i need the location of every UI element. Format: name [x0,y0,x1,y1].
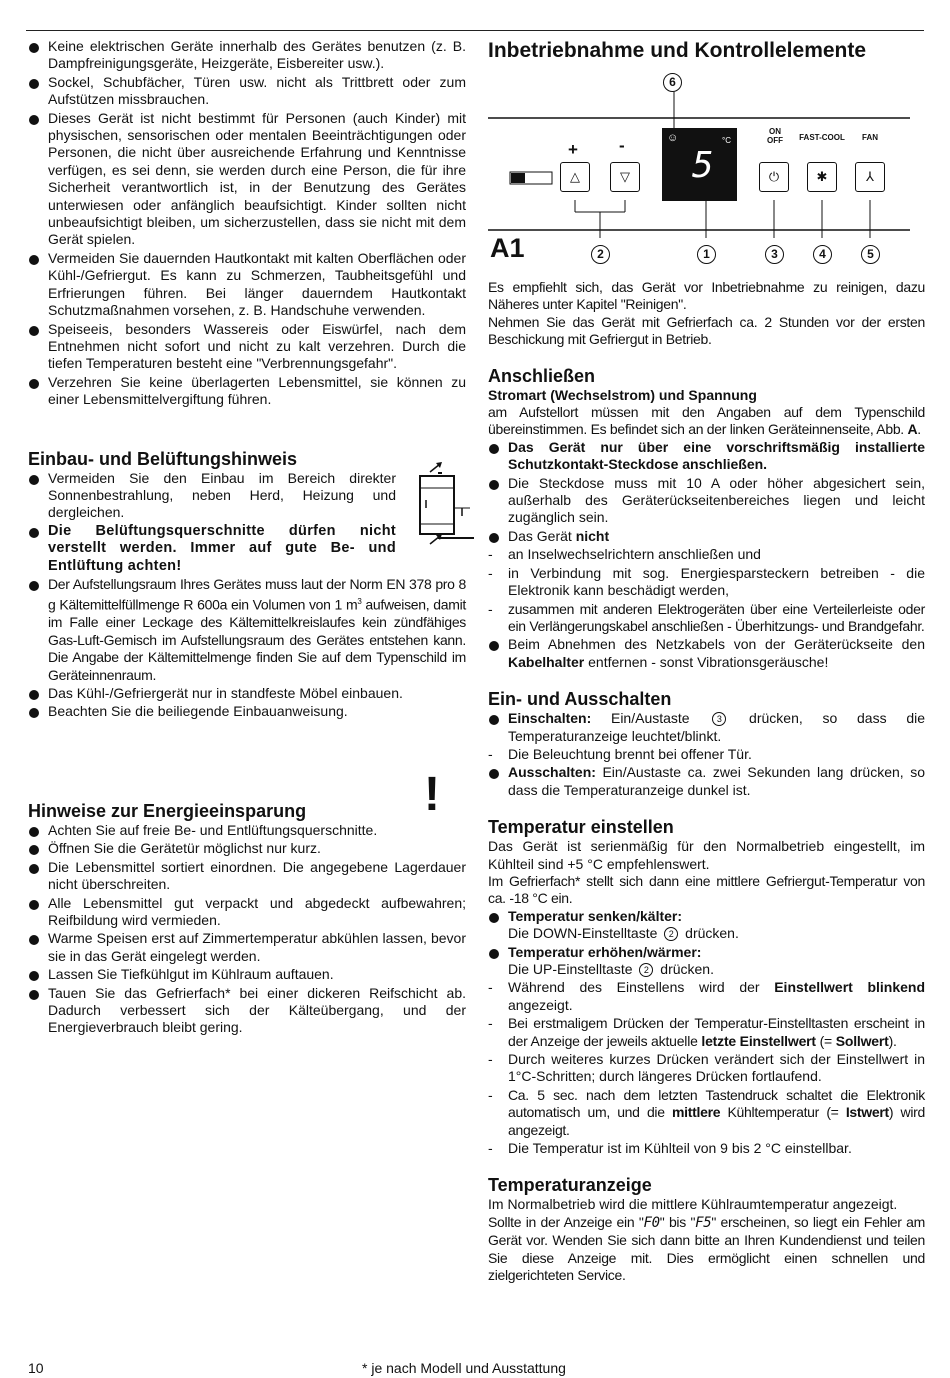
list-item: Das Gerät nicht [488,528,925,545]
power-icon: ⏻ [768,169,780,185]
callout-2: 2 [591,245,610,264]
control-panel-figure [488,70,925,275]
fan-label: FAN [862,133,878,142]
list-item: - Während des Einstellens wird der Einstellwert blinkend angezeigt. [488,979,925,1014]
list-item: Keine elektrischen Geräte innerhalb des Gerätes benutzen (z. B. Dampfreinigungsgeräte, Heizgeräte, Eisbereiter usw.). [28,38,466,73]
list-item: Dieses Gerät ist nicht bestimmt für Personen (auch Kinder) mit physischen, sensorischen oder mentalen Beeinträchtigungen oder Personen, die nicht über ausreichende Erfahrung und Kenntnisse verfügen, es sei denn, sie werden durch eine Person, die für ihre Sicherheit verantwortlich ist, in der Benutzung des Gerätes unterwiesen oder anfänglich beaufsichtigt. Kinder sollten nicht unbeaufsichtigt bleiben, um sicherzustellen, dass sie nicht mit dem Gerät spielen. [28,110,466,249]
power-button[interactable] [759,162,789,192]
snowflake-icon: ✱ [816,169,828,185]
list-item: Sockel, Schubfächer, Türen usw. nicht als Trittbrett oder zum Aufstützen missbrauchen. [28,74,466,109]
triangle-down-icon: ▽ [620,169,630,185]
display-unit: °C [722,136,731,145]
list-item: - Ca. 5 sec. nach dem letzten Tastendruck schaltet die Elektronik automatisch um, und die mittlere Kühltemperatur (= Istwert) wird angezeigt. [488,1087,925,1139]
page-number: 10 [28,1360,44,1376]
intro-text-1: Es empfiehlt sich, das Gerät vor Inbetriebnahme zu reinigen, dazu Näheres unter Kapitel "Reinigen". [488,279,925,313]
anschliessen-heading: Anschließen [488,365,596,386]
top-rule [26,30,924,31]
energie-heading: Hinweise zur Energieeinsparung [28,800,307,821]
fan-icon: ⅄ [866,169,874,185]
list-item: Öffnen Sie die Gerätetür möglichst nur kurz. [28,840,466,857]
right-column [488,38,925,1285]
callout-6: 6 [663,73,682,92]
left-column [28,38,466,1038]
list-item: Achten Sie auf freie Be- und Entlüftungsquerschnitte. [28,822,466,839]
list-item: Einschalten: Ein/Austaste 3 drücken, so dass die Temperaturanzeige leuchtet/blinkt. [488,710,925,745]
callout-5: 5 [861,245,880,264]
fast-cool-button[interactable] [807,162,837,192]
einbau-heading: Einbau- und Belüftungshinweis [28,448,297,469]
list-item: Vermeiden Sie den Einbau im Bereich direkter Sonnenbestrahlung, neben Herd, Heizung und dergleichen. [28,470,396,522]
list-item: Temperatur senken/kälter: Die DOWN-Einstelltaste 2 drücken. [488,908,925,943]
list-item: Beachten Sie die beiliegende Einbauanweisung. [28,703,466,720]
list-item: Warme Speisen erst auf Zimmertemperatur abkühlen lassen, bevor sie in das Gerät eingelegt werden. [28,930,466,965]
list-item: - in Verbindung mit sog. Energiesparsteckern betreiben - die Elektronik kann beschädigt werden, [488,565,925,600]
einaus-heading: Ein- und Ausschalten [488,689,672,710]
list-item: Vermeiden Sie dauernden Hautkontakt mit kalten Oberflächen oder Kühl-/Gefriergut. Es kann zu Schmerzen, Taubheitsgefühl und Erfrierungen führen. Bei länger dauerndem Hautkontakt Schutzmaßnahmen vorsehen, z. B. Handschuhe verwenden. [28,250,466,320]
callout-1: 1 [697,245,716,264]
anzeige-heading: Temperaturanzeige [488,1175,652,1196]
list-item: Beim Abnehmen des Netzkabels von der Geräterückseite den Kabelhalter entfernen - sonst Vibrationsgeräusche! [488,636,925,671]
fan-button[interactable] [855,162,885,192]
cooling-symbol-icon: ☺ [667,132,679,144]
list-item: Alle Lebensmittel gut verpackt und abgedeckt aufbewahren; Reifbildung wird vermieden. [28,895,466,930]
list-item: Speiseeis, besonders Wassereis oder Eiswürfel, nach dem Entnehmen nicht sofort und nicht zu kalt verzehren. Durch die tiefen Temperaturen besteht eine "Verbrennungsgefahr". [28,321,466,373]
on-off-label: ON OFF [767,127,783,145]
temperature-display [662,128,737,201]
safety-list [28,38,466,409]
intro-text-2: Nehmen Sie das Gerät mit Gefrierfach ca. 2 Stunden vor der ersten Beschickung mit Gefriergut in Betrieb. [488,313,925,348]
temperatur-text-2: Im Gefrierfach* stellt sich dann eine mittlere Gefriergut-Temperatur von ca. -18 °C ein. [488,872,925,907]
footnote: * je nach Modell und Ausstattung [362,1360,566,1376]
list-item: Die Lebensmittel sortiert einordnen. Die angegebene Lagerdauer nicht überschreiten. [28,859,466,894]
anzeige-text-1: Im Normalbetrieb wird die mittlere Kühlraumtemperatur angezeigt. [488,1196,898,1213]
callout-4: 4 [813,245,832,264]
einbau-section [28,448,466,721]
ventilation-diagram-icon [418,448,494,548]
list-item: Tauen Sie das Gefrierfach* bei einer dickeren Reifschicht ab. Dadurch verbessert sich der Kälteübergang, und der Energieverbrauch bleibt gering. [28,985,466,1037]
exclamation-icon: ! [424,767,440,821]
list-item: - zusammen mit anderen Elektrogeräten über eine Verteilerleiste oder ein Verlängerungskabel anschließen - Überhitzungs- und Brandgefahr. [488,601,925,636]
list-item: - Die Beleuchtung brennt bei offener Tür. [488,746,925,763]
page-title: Inbetriebnahme und Kontrollelemente [488,39,867,62]
temperatur-text-1: Das Gerät ist serienmäßig für den Normalbetrieb eingestellt, im Kühlteil sind +5 °C empfehlenswert. [488,838,925,872]
down-button[interactable] [610,162,640,192]
plus-label: + [568,140,578,159]
list-item: Die Belüftungsquerschnitte dürfen nicht verstellt werden. Immer auf gute Be- und Entlüftung achten! [28,523,396,575]
list-item: Das Kühl-/Gefriergerät nur in standfeste Möbel einbauen. [28,685,466,702]
list-item: Das Gerät nur über eine vorschriftsmäßig installierte Schutzkontakt-Steckdose anschließen. [488,439,925,474]
triangle-up-icon: △ [570,169,580,185]
temperatur-heading: Temperatur einstellen [488,817,674,838]
list-item: - Bei erstmaligem Drücken der Temperatur-Einstelltasten erscheint in der Anzeige der jeweils aktuelle letzte Einstellwert (= Sollwert). [488,1015,925,1050]
list-item: Lassen Sie Tiefkühlgut im Kühlraum auftauen. [28,966,466,983]
anschliessen-subheading: Stromart (Wechselstrom) und Spannung [488,386,757,403]
list-item: Die Steckdose muss mit 10 A oder höher abgesichert sein, außerhalb des Geräterückseitenbereiches liegen und leicht zugänglich sein. [488,475,925,527]
fast-cool-label: FAST-COOL [799,133,845,142]
minus-label: - [619,136,625,155]
display-value: 5 [692,145,714,186]
anschliessen-text: am Aufstellort müssen mit den Angaben auf dem Typenschild übereinstimmen. Es befindet sich an der linken Geräteinnenseite, Abb. A. [488,404,925,438]
callout-3: 3 [765,245,784,264]
list-item: Temperatur erhöhen/wärmer: Die UP-Einstelltaste 2 drücken. [488,944,925,979]
list-item: - Die Temperatur ist im Kühlteil von 9 bis 2 °C einstellbar. [488,1140,925,1157]
figure-label: A1 [490,233,525,263]
list-item: Der Aufstellungsraum Ihres Gerätes muss laut der Norm EN 378 pro 8 g Kältemittelfüllmenge R 600a ein Volumen von 1 $m^3$ aufweisen, damit im Falle einer Leckage des Kältemittelkreislaufes kein zündfähiges Gas-Luft-Gemisch im Aufstellungsraum des Gerätes entstehen kann. Die Angabe der Kältemittelmenge finden Sie auf dem Typenschild im Geräteinnenraum. [28,576,466,684]
list-item: - Durch weiteres kurzes Drücken verändert sich der Einstellwert in 1°C-Schritten; durch längeres Drücken fortlaufend. [488,1051,925,1086]
energie-section [28,767,466,1037]
list-item: - an Inselwechselrichtern anschließen und [488,546,925,563]
list-item: Ausschalten: Ein/Austaste ca. zwei Sekunden lang drücken, so dass die Temperaturanzeige dunkel ist. [488,764,925,799]
up-button[interactable] [560,162,590,192]
list-item: Verzehren Sie keine überlagerten Lebensmittel, sie können zu einer Lebensmittelvergiftung führen. [28,374,466,409]
anzeige-text-2: Sollte in der Anzeige ein "F0" bis "F5" erscheinen, so liegt ein Fehler am Gerät vor. Wenden Sie sich dann bitte an Ihren Kundendienst und teilen Sie diese Anzeige mit. Dies ermöglicht einen schnellen und zielgerichteten Service. [488,1213,926,1284]
